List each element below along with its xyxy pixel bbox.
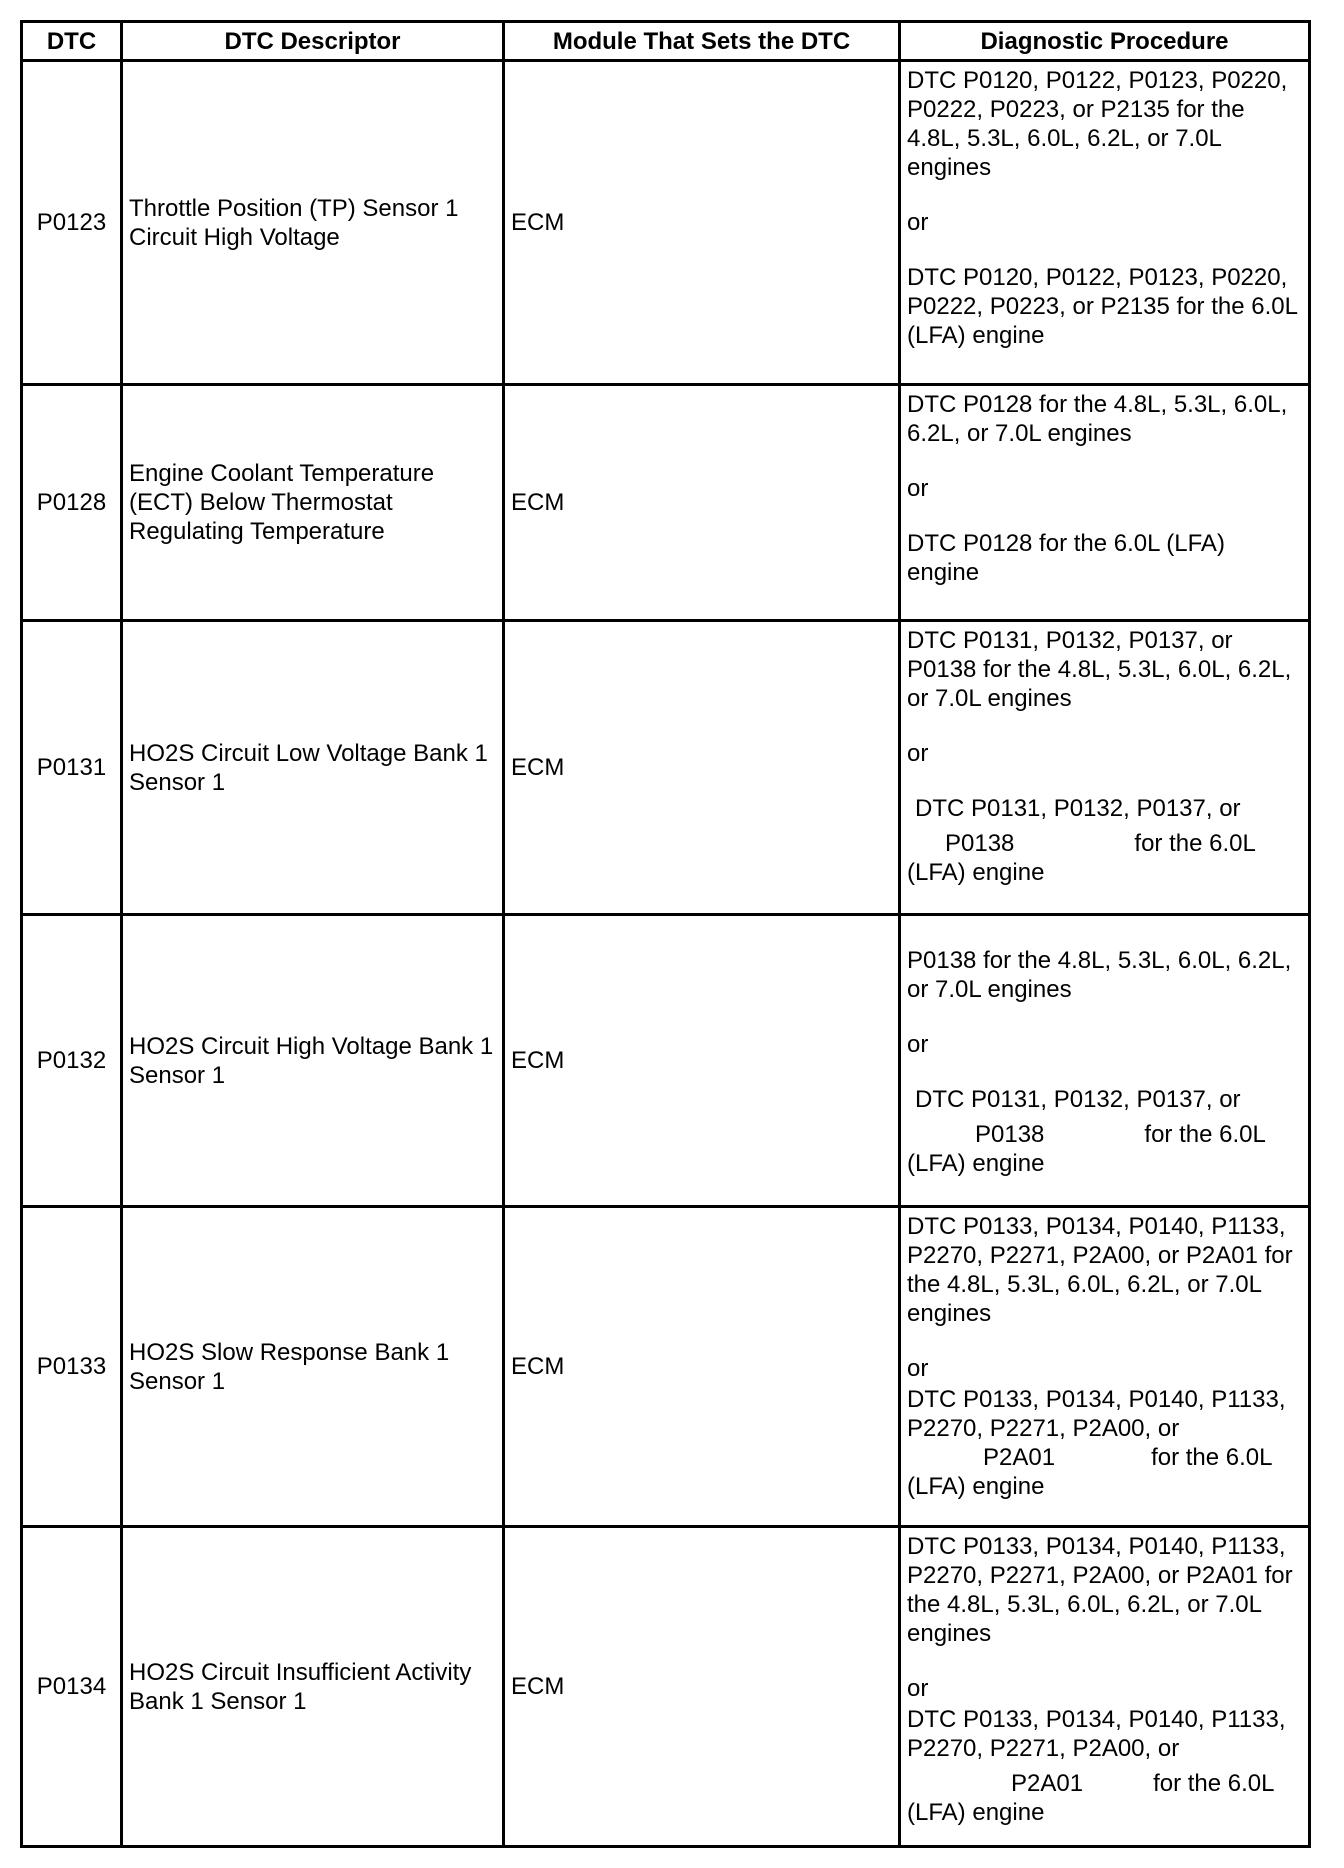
diagnostic-procedure bbox=[900, 385, 1310, 621]
procedure-alt-line2 bbox=[907, 1443, 1302, 1472]
procedure-or: or bbox=[907, 209, 929, 236]
procedure-alt-tail: for the 6.0L bbox=[1151, 1444, 1273, 1471]
module-name: ECM bbox=[504, 915, 900, 1207]
procedure-alt-line2 bbox=[907, 1769, 1302, 1798]
dtc-descriptor: HO2S Circuit Insufficient Activity Bank 1 Sensor 1 bbox=[122, 1527, 504, 1847]
procedure-primary: DTC P0128 for the 4.8L, 5.3L, 6.0L, 6.2L, or 7.0L engines bbox=[907, 391, 1288, 447]
table-row bbox=[22, 61, 1310, 385]
procedure-alt-tail: for the 6.0L bbox=[1144, 1121, 1266, 1148]
procedure-alt-last: (LFA) engine bbox=[907, 859, 1045, 886]
procedure-primary: DTC P0133, P0134, P0140, P1133, P2270, P2271, P2A00, or P2A01 for the 4.8L, 5.3L, 6.0L, 6.2L, or 7.0L engines bbox=[907, 1533, 1293, 1647]
header-module: Module That Sets the DTC bbox=[504, 22, 900, 61]
procedure-alt-line2 bbox=[907, 829, 1302, 858]
dtc-code: P0123 bbox=[22, 61, 122, 385]
diagnostic-procedure bbox=[900, 1207, 1310, 1527]
dtc-descriptor: HO2S Slow Response Bank 1 Sensor 1 bbox=[122, 1207, 504, 1527]
table-row bbox=[22, 385, 1310, 621]
procedure-alt-line1: DTC P0133, P0134, P0140, P1133, P2270, P2271, P2A00, or bbox=[907, 1386, 1286, 1442]
table-row bbox=[22, 1527, 1310, 1847]
procedure-alt-tail: for the 6.0L bbox=[1134, 830, 1256, 857]
procedure-alt-last: (LFA) engine bbox=[907, 1150, 1045, 1177]
procedure-alt-line1: DTC P0131, P0132, P0137, or bbox=[915, 1086, 1241, 1113]
table-row bbox=[22, 915, 1310, 1207]
table-header-row bbox=[22, 22, 1310, 61]
module-name: ECM bbox=[504, 1207, 900, 1527]
diagnostic-procedure bbox=[900, 621, 1310, 915]
procedure-or: or bbox=[907, 1675, 929, 1702]
procedure-alt-tail: for the 6.0L bbox=[1153, 1770, 1275, 1797]
procedure-alt-line2 bbox=[907, 1120, 1302, 1149]
diagnostic-procedure bbox=[900, 61, 1310, 385]
dtc-descriptor: Throttle Position (TP) Sensor 1 Circuit High Voltage bbox=[122, 61, 504, 385]
module-name: ECM bbox=[504, 385, 900, 621]
procedure-primary: DTC P0120, P0122, P0123, P0220, P0222, P0223, or P2135 for the 4.8L, 5.3L, 6.0L, 6.2L, or 7.0L engines bbox=[907, 67, 1288, 181]
dtc-code: P0128 bbox=[22, 385, 122, 621]
diagnostic-procedure bbox=[900, 915, 1310, 1207]
diagnostic-procedure bbox=[900, 1527, 1310, 1847]
procedure-or: or bbox=[907, 1355, 929, 1382]
procedure-or: or bbox=[907, 1031, 929, 1058]
procedure-alternate: DTC P0128 for the 6.0L (LFA) engine bbox=[907, 530, 1225, 586]
table-row bbox=[22, 621, 1310, 915]
dtc-code: P0133 bbox=[22, 1207, 122, 1527]
procedure-alt-code: P0138 bbox=[975, 1121, 1045, 1148]
header-dtc: DTC bbox=[22, 22, 122, 61]
procedure-alt-last: (LFA) engine bbox=[907, 1799, 1045, 1826]
dtc-code: P0134 bbox=[22, 1527, 122, 1847]
procedure-or: or bbox=[907, 475, 929, 502]
procedure-alt-code: P0138 bbox=[945, 830, 1015, 857]
header-procedure: Diagnostic Procedure bbox=[900, 22, 1310, 61]
procedure-alt-code: P2A01 bbox=[983, 1444, 1056, 1471]
module-name: ECM bbox=[504, 621, 900, 915]
dtc-code: P0132 bbox=[22, 915, 122, 1207]
dtc-descriptor: Engine Coolant Temperature (ECT) Below Thermostat Regulating Temperature bbox=[122, 385, 504, 621]
procedure-alternate: DTC P0120, P0122, P0123, P0220, P0222, P0223, or P2135 for the 6.0L (LFA) engine bbox=[907, 264, 1298, 349]
dtc-code: P0131 bbox=[22, 621, 122, 915]
procedure-alt-code: P2A01 bbox=[1011, 1770, 1084, 1797]
procedure-alt-line1: DTC P0131, P0132, P0137, or bbox=[915, 795, 1241, 822]
module-name: ECM bbox=[504, 1527, 900, 1847]
procedure-alt-last: (LFA) engine bbox=[907, 1473, 1045, 1500]
header-descriptor: DTC Descriptor bbox=[122, 22, 504, 61]
procedure-primary: P0138 for the 4.8L, 5.3L, 6.0L, 6.2L, or 7.0L engines bbox=[907, 947, 1292, 1003]
procedure-primary: DTC P0133, P0134, P0140, P1133, P2270, P2271, P2A00, or P2A01 for the 4.8L, 5.3L, 6.0L, 6.2L, or 7.0L engines bbox=[907, 1213, 1293, 1327]
procedure-or: or bbox=[907, 740, 929, 767]
dtc-descriptor: HO2S Circuit High Voltage Bank 1 Sensor 1 bbox=[122, 915, 504, 1207]
table-row bbox=[22, 1207, 1310, 1527]
module-name: ECM bbox=[504, 61, 900, 385]
dtc-descriptor: HO2S Circuit Low Voltage Bank 1 Sensor 1 bbox=[122, 621, 504, 915]
procedure-primary: DTC P0131, P0132, P0137, or P0138 for the 4.8L, 5.3L, 6.0L, 6.2L, or 7.0L engines bbox=[907, 627, 1292, 712]
procedure-alt-line1: DTC P0133, P0134, P0140, P1133, P2270, P2271, P2A00, or bbox=[907, 1706, 1286, 1762]
dtc-table bbox=[20, 20, 1311, 1848]
